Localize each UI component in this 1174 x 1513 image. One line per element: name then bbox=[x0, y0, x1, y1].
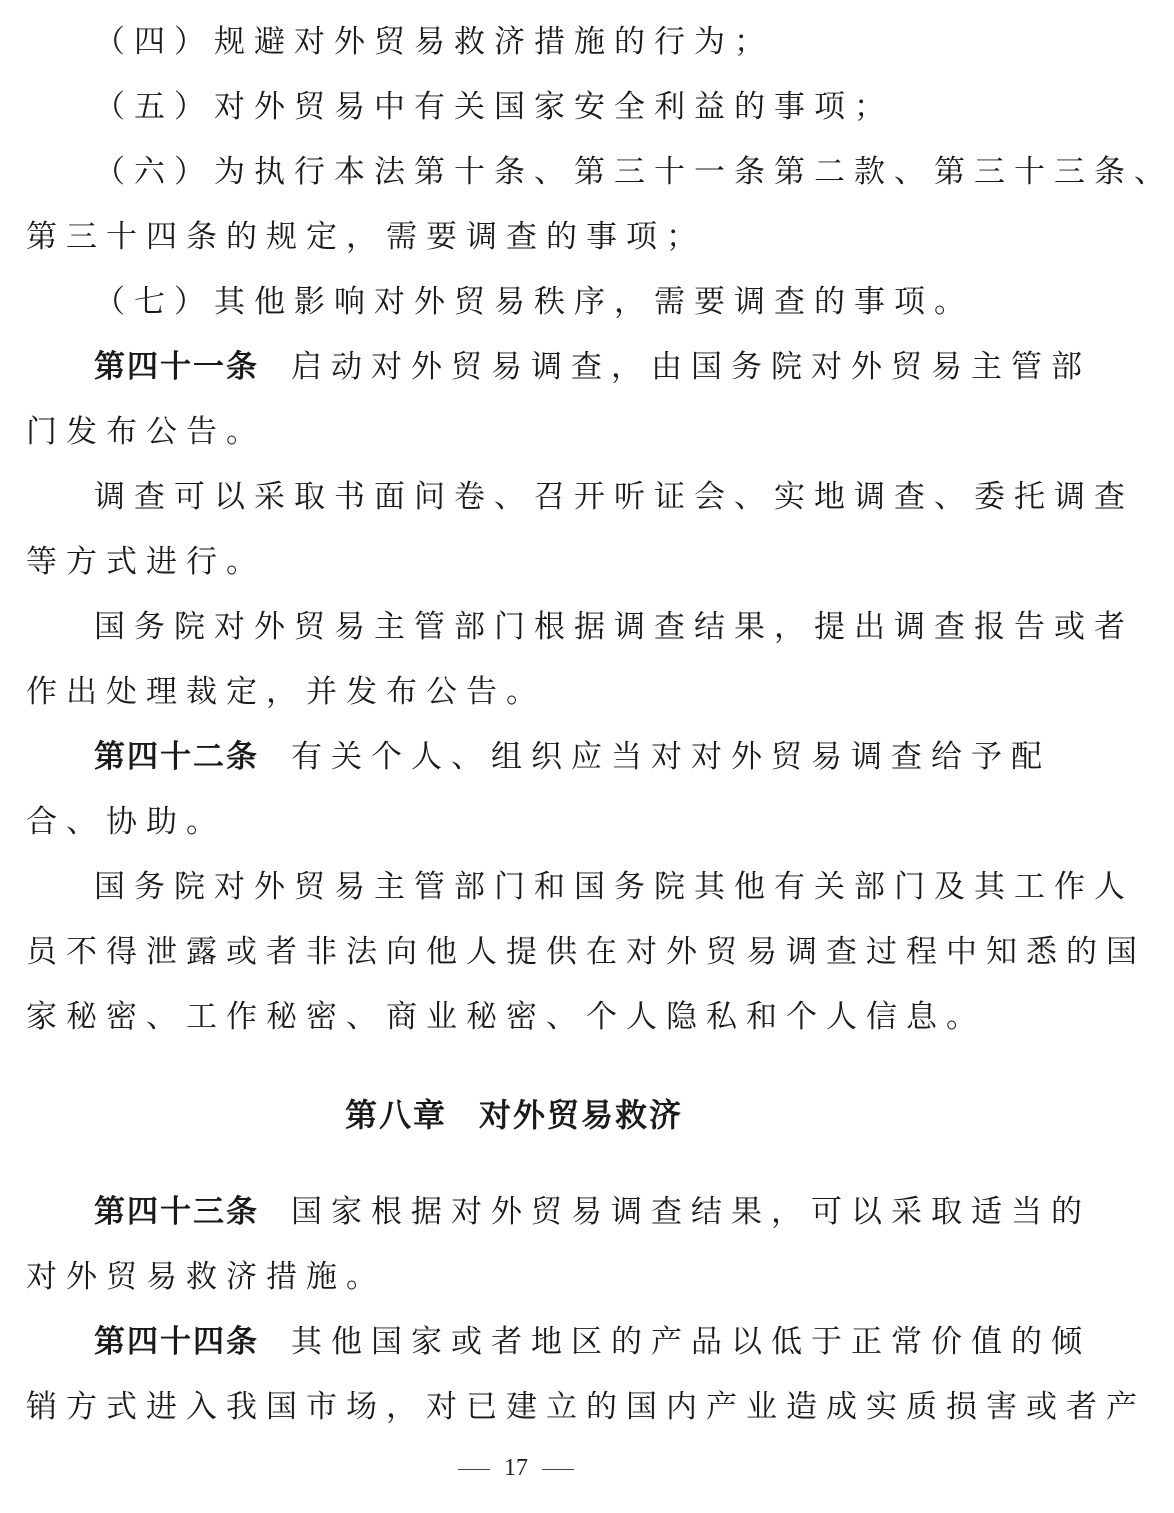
text-line bbox=[26, 660, 1002, 725]
text-line bbox=[26, 270, 1002, 335]
chapter-number: 第八章 bbox=[344, 1096, 447, 1134]
line-text: 销方式进入我国市场，对已建立的国内产业造成实质损害或者产 bbox=[26, 1389, 1146, 1425]
line-text: 国家根据对外贸易调查结果，可以采取适当的 bbox=[291, 1194, 1091, 1230]
line-text: （七）其他影响对外贸易秩序，需要调查的事项。 bbox=[94, 284, 974, 320]
footer-dash-right bbox=[542, 1469, 574, 1470]
footer-dash-left bbox=[458, 1469, 490, 1470]
line-text: 国务院对外贸易主管部门根据调查结果，提出调查报告或者 bbox=[94, 609, 1134, 645]
text-line bbox=[26, 75, 1002, 140]
line-text: （五）对外贸易中有关国家安全利益的事项； bbox=[94, 89, 894, 125]
text-line bbox=[26, 10, 1002, 75]
text-line bbox=[26, 725, 1051, 790]
line-text: 调查可以采取书面问卷、召开听证会、实地调查、委托调查 bbox=[94, 479, 1134, 515]
text-line bbox=[26, 1375, 1146, 1440]
line-text: 启动对外贸易调查，由国务院对外贸易主管部 bbox=[291, 349, 1091, 385]
text-block-after-chapter bbox=[26, 1180, 1146, 1440]
text-line bbox=[26, 140, 1174, 205]
text-line bbox=[26, 465, 1134, 530]
line-text: 对外贸易救济措施。 bbox=[26, 1259, 386, 1295]
line-text: （六）为执行本法第十条、第三十一条第二款、第三十三条、 bbox=[94, 154, 1174, 190]
text-line bbox=[26, 530, 1002, 595]
text-line bbox=[26, 790, 1002, 855]
line-text: 等方式进行。 bbox=[26, 544, 266, 580]
article-number: 第四十一条 bbox=[94, 349, 259, 385]
line-text: （四）规避对外贸易救济措施的行为； bbox=[94, 24, 774, 60]
page-footer bbox=[0, 1455, 1024, 1482]
article-number: 第四十三条 bbox=[94, 1194, 259, 1230]
text-line bbox=[26, 335, 1091, 400]
text-line bbox=[26, 595, 1134, 660]
document-page bbox=[26, 10, 1174, 1440]
line-text: 员不得泄露或者非法向他人提供在对外贸易调查过程中知悉的国 bbox=[26, 934, 1146, 970]
line-text: 合、协助。 bbox=[26, 804, 226, 840]
text-line bbox=[26, 1180, 1091, 1245]
chapter-title: 对外贸易救济 bbox=[479, 1096, 684, 1134]
line-text: 国务院对外贸易主管部门和国务院其他有关部门及其工作人 bbox=[94, 869, 1134, 905]
line-text: 第三十四条的规定，需要调查的事项； bbox=[26, 219, 706, 255]
text-line bbox=[26, 205, 1002, 270]
line-text: 门发布公告。 bbox=[26, 414, 266, 450]
text-line bbox=[26, 855, 1134, 920]
line-text: 有关个人、组织应当对对外贸易调查给予配 bbox=[291, 739, 1051, 775]
line-text: 家秘密、工作秘密、商业秘密、个人隐私和个人信息。 bbox=[26, 999, 986, 1035]
text-line bbox=[26, 1310, 1091, 1375]
article-number: 第四十四条 bbox=[94, 1324, 259, 1360]
line-text: 作出处理裁定，并发布公告。 bbox=[26, 674, 546, 710]
chapter-heading bbox=[26, 1050, 1002, 1180]
text-line bbox=[26, 1245, 1002, 1310]
text-line bbox=[26, 985, 1002, 1050]
text-line bbox=[26, 400, 1002, 465]
page-number: 17 bbox=[504, 1455, 528, 1481]
line-text: 其他国家或者地区的产品以低于正常价值的倾 bbox=[291, 1324, 1091, 1360]
text-line bbox=[26, 920, 1146, 985]
article-number: 第四十二条 bbox=[94, 739, 259, 775]
text-block-before-chapter bbox=[26, 10, 1174, 1050]
